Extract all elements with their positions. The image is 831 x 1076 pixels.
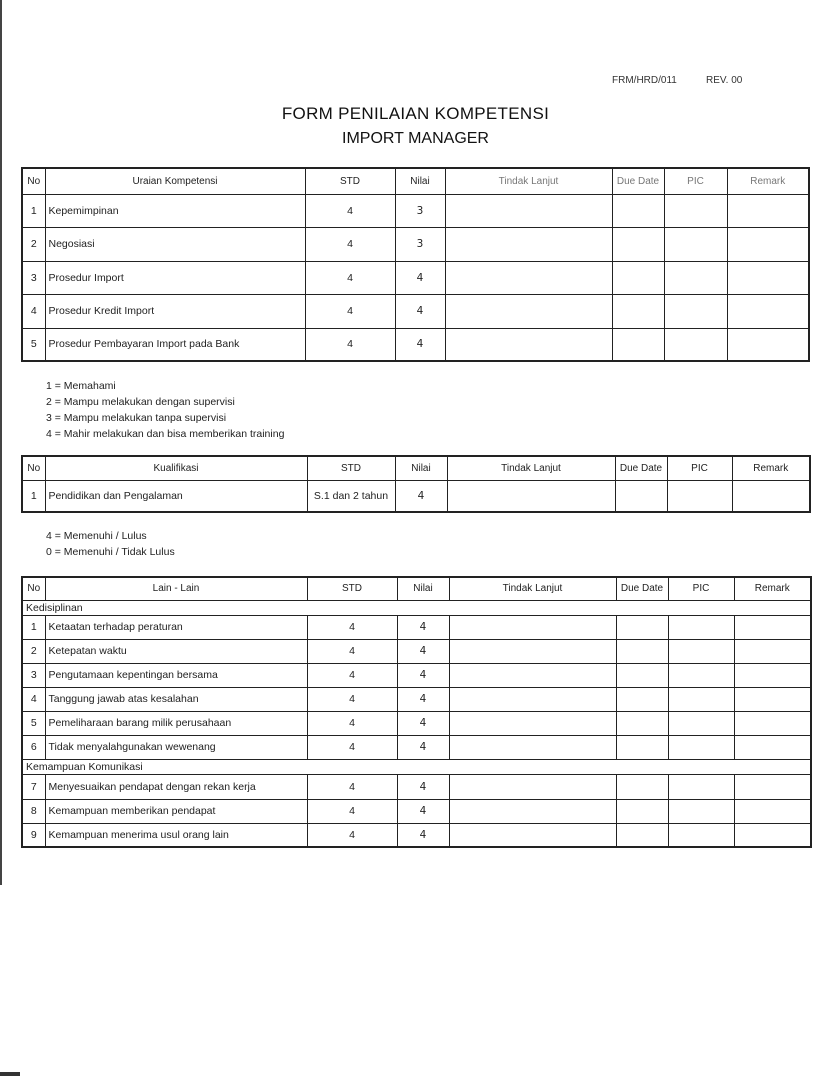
row-due-date bbox=[612, 227, 664, 261]
row-no: 3 bbox=[22, 261, 45, 294]
row-item: Ketaatan terhadap peraturan bbox=[45, 615, 307, 639]
section-row bbox=[22, 759, 811, 774]
legend-item: 2 = Mampu melakukan dengan supervisi bbox=[46, 396, 235, 408]
row-item: Negosiasi bbox=[45, 227, 305, 261]
row-tindak-lanjut bbox=[447, 480, 615, 512]
row-std: 4 bbox=[307, 799, 397, 823]
row-std: 4 bbox=[307, 615, 397, 639]
competency-table bbox=[21, 167, 810, 362]
row-remark bbox=[727, 294, 809, 328]
row-item: Kemampuan menerima usul orang lain bbox=[45, 823, 307, 847]
row-item: Prosedur Import bbox=[45, 261, 305, 294]
header-remark: Remark bbox=[734, 577, 811, 600]
row-std: 4 bbox=[305, 227, 395, 261]
table-row bbox=[22, 328, 809, 361]
row-due-date bbox=[616, 799, 668, 823]
table-row bbox=[22, 799, 811, 823]
competency-legend bbox=[46, 378, 284, 442]
table-row bbox=[22, 823, 811, 847]
legend-item: 4 = Mahir melakukan dan bisa memberikan training bbox=[46, 428, 285, 440]
header-tindak-lanjut: Tindak Lanjut bbox=[445, 168, 612, 194]
table-header bbox=[22, 168, 809, 194]
row-pic bbox=[664, 261, 727, 294]
row-remark bbox=[734, 663, 811, 687]
header-item: Lain - Lain bbox=[45, 577, 307, 600]
row-remark bbox=[732, 480, 810, 512]
row-nilai: 4 bbox=[397, 687, 449, 711]
row-tindak-lanjut bbox=[449, 774, 616, 799]
row-nilai: 4 bbox=[395, 328, 445, 361]
row-tindak-lanjut bbox=[449, 711, 616, 735]
row-remark bbox=[727, 261, 809, 294]
table-row bbox=[22, 711, 811, 735]
qualification-table bbox=[21, 455, 811, 513]
row-item: Tidak menyalahgunakan wewenang bbox=[45, 735, 307, 759]
row-tindak-lanjut bbox=[445, 261, 612, 294]
row-item: Tanggung jawab atas kesalahan bbox=[45, 687, 307, 711]
row-remark bbox=[734, 687, 811, 711]
row-nilai: 4 bbox=[397, 615, 449, 639]
header-nilai: Nilai bbox=[397, 577, 449, 600]
header-due-date: Due Date bbox=[615, 456, 667, 480]
row-due-date bbox=[616, 687, 668, 711]
section-title: Kemampuan Komunikasi bbox=[22, 759, 811, 774]
table-row bbox=[22, 294, 809, 328]
row-std: 4 bbox=[307, 711, 397, 735]
row-tindak-lanjut bbox=[445, 227, 612, 261]
row-std: 4 bbox=[307, 735, 397, 759]
row-remark bbox=[734, 615, 811, 639]
row-remark bbox=[734, 735, 811, 759]
row-tindak-lanjut bbox=[449, 615, 616, 639]
row-nilai: 4 bbox=[397, 735, 449, 759]
row-pic bbox=[668, 711, 734, 735]
row-no: 6 bbox=[22, 735, 45, 759]
table-row bbox=[22, 663, 811, 687]
row-no: 1 bbox=[22, 480, 45, 512]
row-pic bbox=[668, 799, 734, 823]
row-no: 5 bbox=[22, 328, 45, 361]
row-tindak-lanjut bbox=[445, 294, 612, 328]
row-nilai: 4 bbox=[397, 639, 449, 663]
row-nilai: 4 bbox=[397, 823, 449, 847]
header-pic: PIC bbox=[664, 168, 727, 194]
row-tindak-lanjut bbox=[449, 639, 616, 663]
form-code: FRM/HRD/011 bbox=[612, 75, 677, 86]
header-std: STD bbox=[307, 456, 395, 480]
row-due-date bbox=[612, 294, 664, 328]
row-due-date bbox=[616, 735, 668, 759]
row-tindak-lanjut bbox=[445, 194, 612, 227]
row-no: 4 bbox=[22, 294, 45, 328]
row-item: Menyesuaikan pendapat dengan rekan kerja bbox=[45, 774, 307, 799]
row-due-date bbox=[616, 663, 668, 687]
row-item: Prosedur Pembayaran Import pada Bank bbox=[45, 328, 305, 361]
row-item: Pemeliharaan barang milik perusahaan bbox=[45, 711, 307, 735]
row-nilai: 4 bbox=[395, 261, 445, 294]
row-item: Prosedur Kredit Import bbox=[45, 294, 305, 328]
section-title: Kedisiplinan bbox=[22, 600, 811, 615]
row-std: 4 bbox=[307, 663, 397, 687]
row-no: 9 bbox=[22, 823, 45, 847]
row-due-date bbox=[612, 328, 664, 361]
table-row bbox=[22, 639, 811, 663]
table-header bbox=[22, 456, 810, 480]
row-no: 2 bbox=[22, 639, 45, 663]
row-pic bbox=[668, 639, 734, 663]
other-criteria-table bbox=[21, 576, 812, 848]
legend-item: 3 = Mampu melakukan tanpa supervisi bbox=[46, 412, 227, 424]
row-due-date bbox=[616, 823, 668, 847]
row-pic bbox=[668, 823, 734, 847]
header-nilai: Nilai bbox=[395, 168, 445, 194]
row-no: 4 bbox=[22, 687, 45, 711]
row-std: 4 bbox=[305, 194, 395, 227]
table-row bbox=[22, 774, 811, 799]
row-nilai: 3 bbox=[395, 227, 445, 261]
row-due-date bbox=[612, 261, 664, 294]
row-remark bbox=[727, 328, 809, 361]
row-std: 4 bbox=[307, 823, 397, 847]
row-std: 4 bbox=[307, 774, 397, 799]
header-item: Kualifikasi bbox=[45, 456, 307, 480]
row-remark bbox=[734, 799, 811, 823]
row-pic bbox=[664, 328, 727, 361]
legend-item: 1 = Memahami bbox=[46, 380, 116, 392]
header-pic: PIC bbox=[667, 456, 732, 480]
row-due-date bbox=[616, 774, 668, 799]
row-std: 4 bbox=[307, 639, 397, 663]
row-pic bbox=[664, 227, 727, 261]
row-remark bbox=[727, 194, 809, 227]
row-item: Kemampuan memberikan pendapat bbox=[45, 799, 307, 823]
row-std: 4 bbox=[305, 261, 395, 294]
row-item: Ketepatan waktu bbox=[45, 639, 307, 663]
table-row bbox=[22, 735, 811, 759]
header-no: No bbox=[22, 577, 45, 600]
row-item: Kepemimpinan bbox=[45, 194, 305, 227]
row-due-date bbox=[612, 194, 664, 227]
row-no: 2 bbox=[22, 227, 45, 261]
row-pic bbox=[668, 774, 734, 799]
table-row bbox=[22, 687, 811, 711]
row-no: 7 bbox=[22, 774, 45, 799]
header-nilai: Nilai bbox=[395, 456, 447, 480]
page-subtitle: IMPORT MANAGER bbox=[342, 130, 489, 147]
legend-item: 0 = Memenuhi / Tidak Lulus bbox=[46, 546, 175, 558]
row-nilai: 4 bbox=[395, 480, 447, 512]
page-title: FORM PENILAIAN KOMPETENSI bbox=[281, 104, 550, 123]
table-row bbox=[22, 194, 809, 227]
row-remark bbox=[734, 639, 811, 663]
row-no: 5 bbox=[22, 711, 45, 735]
table-row bbox=[22, 615, 811, 639]
table-row bbox=[22, 227, 809, 261]
scan-edge-mark bbox=[0, 1072, 20, 1076]
row-due-date bbox=[616, 711, 668, 735]
table-header bbox=[22, 577, 811, 600]
row-tindak-lanjut bbox=[449, 823, 616, 847]
row-no: 1 bbox=[22, 194, 45, 227]
header-std: STD bbox=[307, 577, 397, 600]
header-std: STD bbox=[305, 168, 395, 194]
header-tindak-lanjut: Tindak Lanjut bbox=[449, 577, 616, 600]
header-tindak-lanjut: Tindak Lanjut bbox=[447, 456, 615, 480]
row-nilai: 4 bbox=[397, 799, 449, 823]
table-row bbox=[22, 261, 809, 294]
row-tindak-lanjut bbox=[449, 687, 616, 711]
row-due-date bbox=[615, 480, 667, 512]
row-pic bbox=[668, 687, 734, 711]
row-no: 1 bbox=[22, 615, 45, 639]
row-due-date bbox=[616, 615, 668, 639]
header-no: No bbox=[22, 168, 45, 194]
row-pic bbox=[668, 663, 734, 687]
row-tindak-lanjut bbox=[445, 328, 612, 361]
row-remark bbox=[734, 711, 811, 735]
row-pic bbox=[664, 194, 727, 227]
header-due-date: Due Date bbox=[616, 577, 668, 600]
row-remark bbox=[734, 774, 811, 799]
row-std: 4 bbox=[305, 294, 395, 328]
row-tindak-lanjut bbox=[449, 663, 616, 687]
row-no: 3 bbox=[22, 663, 45, 687]
row-pic bbox=[668, 615, 734, 639]
header-no: No bbox=[22, 456, 45, 480]
form-revision: REV. 00 bbox=[706, 75, 743, 86]
row-tindak-lanjut bbox=[449, 735, 616, 759]
row-item: Pendidikan dan Pengalaman bbox=[45, 480, 307, 512]
row-pic bbox=[667, 480, 732, 512]
header-pic: PIC bbox=[668, 577, 734, 600]
row-std: 4 bbox=[307, 687, 397, 711]
row-nilai: 3 bbox=[395, 194, 445, 227]
row-remark bbox=[734, 823, 811, 847]
row-remark bbox=[727, 227, 809, 261]
table-row bbox=[22, 480, 810, 512]
row-std: S.1 dan 2 tahun bbox=[307, 480, 395, 512]
row-nilai: 4 bbox=[397, 774, 449, 799]
row-tindak-lanjut bbox=[449, 799, 616, 823]
row-no: 8 bbox=[22, 799, 45, 823]
row-item: Pengutamaan kepentingan bersama bbox=[45, 663, 307, 687]
row-nilai: 4 bbox=[397, 663, 449, 687]
section-row bbox=[22, 600, 811, 615]
header-remark: Remark bbox=[732, 456, 810, 480]
row-due-date bbox=[616, 639, 668, 663]
row-pic bbox=[668, 735, 734, 759]
row-nilai: 4 bbox=[397, 711, 449, 735]
row-pic bbox=[664, 294, 727, 328]
row-nilai: 4 bbox=[395, 294, 445, 328]
header-due-date: Due Date bbox=[612, 168, 664, 194]
row-std: 4 bbox=[305, 328, 395, 361]
header-item: Uraian Kompetensi bbox=[45, 168, 305, 194]
legend-item: 4 = Memenuhi / Lulus bbox=[46, 530, 147, 542]
header-remark: Remark bbox=[727, 168, 809, 194]
qualification-legend bbox=[46, 528, 175, 560]
